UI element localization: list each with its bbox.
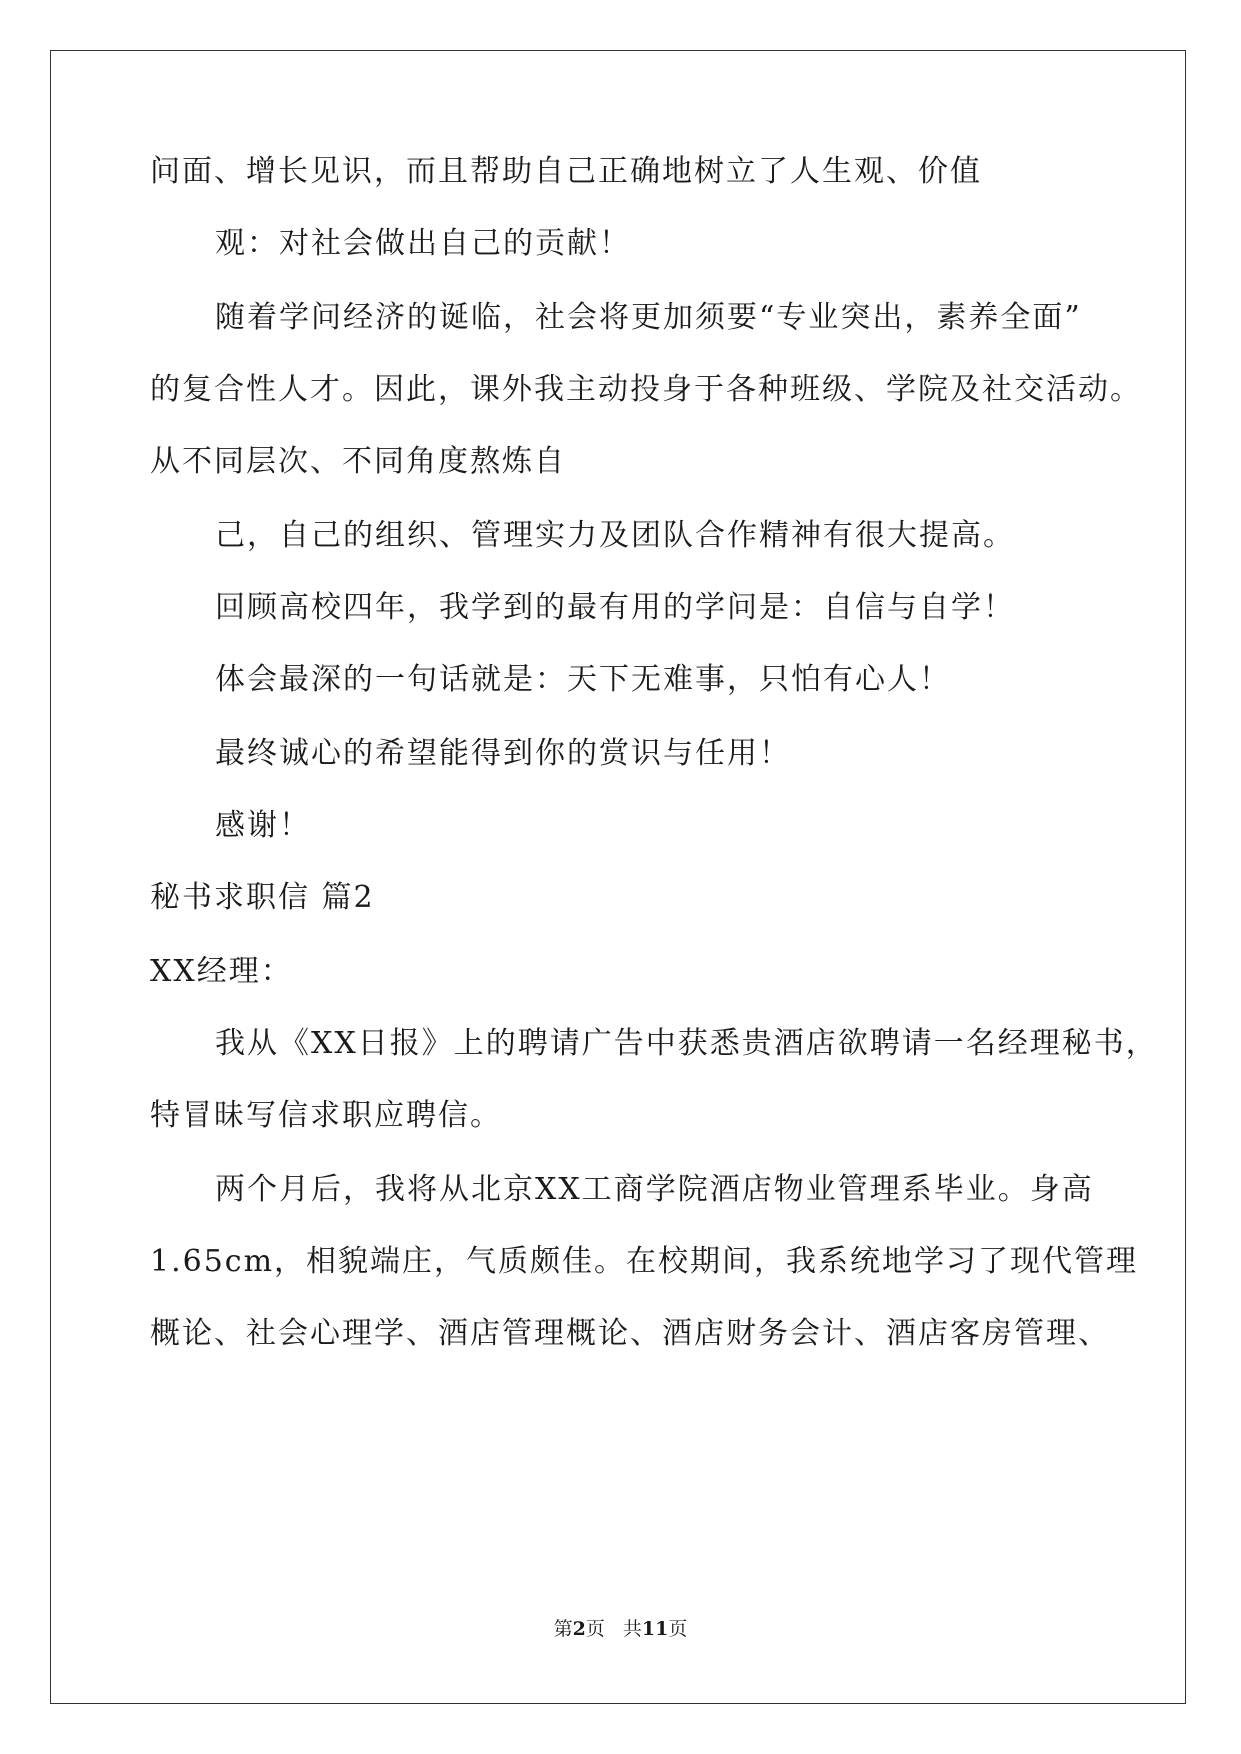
text-line-4: 的复合性人才。因此，课外我主动投身于各种班级、学院及社交活动。 <box>150 372 1142 407</box>
page-current: 2 <box>572 1618 586 1640</box>
text-line-17: 概论、社会心理学、酒店管理概论、酒店财务会计、酒店客房管理、 <box>150 1316 1110 1351</box>
text-line-2: 观：对社会做出自己的贡献！ <box>215 226 631 261</box>
salutation: XX经理： <box>150 954 293 989</box>
page-label-suffix: 页 <box>585 1618 605 1640</box>
text-line-10: 感谢！ <box>215 808 311 843</box>
text-line-14: 特冒昧写信求职应聘信。 <box>150 1098 502 1133</box>
section-heading: 秘书求职信 篇2 <box>150 880 375 915</box>
text-line-15: 两个月后，我将从北京XX工商学院酒店物业管理系毕业。身高 <box>215 1172 1094 1207</box>
page-footer <box>0 1617 1241 1641</box>
text-line-7: 回顾高校四年，我学到的最有用的学问是：自信与自学！ <box>215 590 1015 625</box>
page-label-prefix: 第 <box>553 1618 573 1640</box>
total-label-prefix: 共 <box>622 1618 642 1640</box>
text-line-13: 我从《XX日报》上的聘请广告中获悉贵酒店欲聘请一名经理秘书， <box>215 1026 1158 1061</box>
text-line-6: 己，自己的组织、管理实力及团队合作精神有很大提高。 <box>215 518 1015 553</box>
text-line-1: 问面、增长见识，而且帮助自己正确地树立了人生观、价值 <box>150 154 982 189</box>
text-line-9: 最终诚心的希望能得到你的赏识与任用！ <box>215 736 791 771</box>
page-total: 11 <box>641 1618 669 1640</box>
text-line-3: 随着学问经济的诞临，社会将更加须要“专业突出，素养全面” <box>215 300 1082 335</box>
text-line-8: 体会最深的一句话就是：天下无难事，只怕有心人！ <box>215 662 951 697</box>
text-line-16: 1.65cm，相貌端庄，气质颇佳。在校期间，我系统地学习了现代管理 <box>150 1244 1139 1279</box>
total-label-suffix: 页 <box>668 1618 688 1640</box>
text-line-5: 从不同层次、不同角度熬炼自 <box>150 444 566 479</box>
